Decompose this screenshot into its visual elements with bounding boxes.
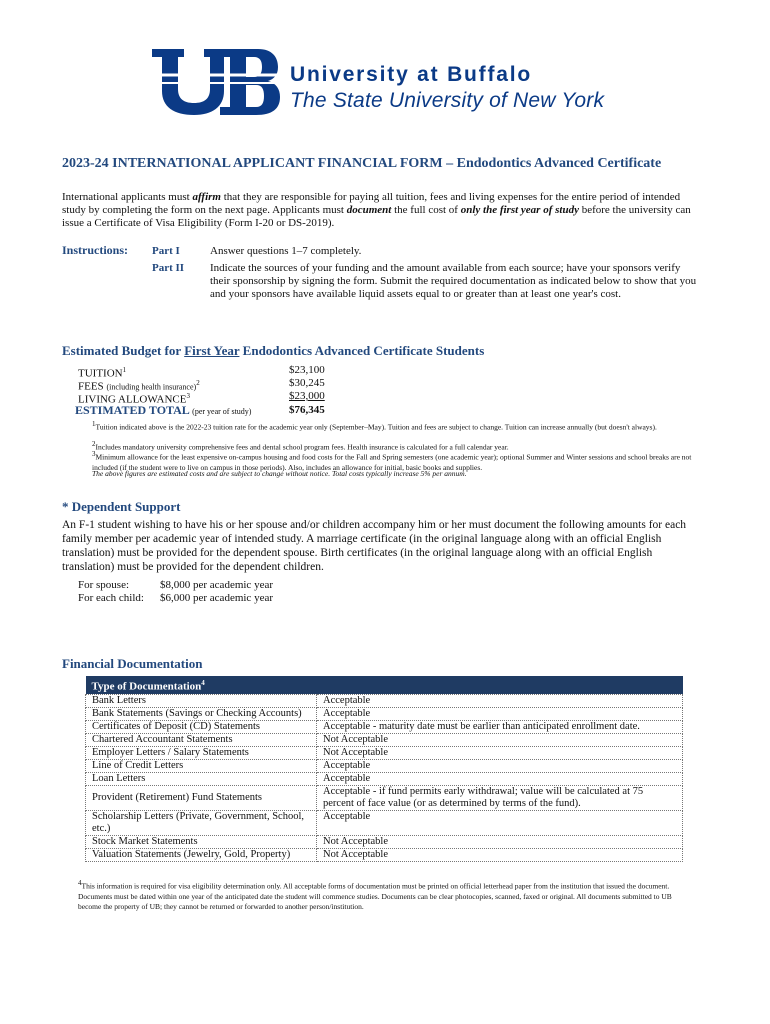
fees-value: $30,245 bbox=[289, 377, 325, 389]
table-row bbox=[86, 785, 683, 810]
tuition-label: TUITION$^1$ bbox=[78, 366, 127, 380]
documentation-type: Provident (Retirement) Fund Statements bbox=[86, 785, 317, 810]
documentation-status: Acceptable bbox=[317, 694, 683, 707]
part-1-label: Part I bbox=[152, 245, 180, 257]
documentation-type: Bank Statements (Savings or Checking Accounts) bbox=[86, 707, 317, 720]
documentation-type: Line of Credit Letters bbox=[86, 759, 317, 772]
intro-paragraph: International applicants must affirm that they are responsible for paying all tuition, fees and living expenses for the entire period of intended study by completing the form on the next page. Applicants must document the full cost of only the first year of study before the university can issue a Certificate of Visa Eligibility (Form I-20 or DS-2019). bbox=[62, 191, 691, 229]
documentation-status: Acceptable bbox=[317, 810, 683, 835]
table-header-row bbox=[86, 676, 683, 694]
budget-heading: Estimated Budget for First Year Endodontics Advanced Certificate Students bbox=[62, 343, 485, 358]
table-row bbox=[86, 759, 683, 772]
documentation-table bbox=[85, 676, 683, 862]
part-2-text: Indicate the sources of your funding and the amount available from each source; have your sponsors verify their sponsorship by signing the form. Submit the required documentation as indicated below to show that you and your sponsors have available liquid assets equal to or greater than at least one year's cost. bbox=[210, 262, 697, 300]
documentation-type: Employer Letters / Salary Statements bbox=[86, 746, 317, 759]
documentation-status: Not Acceptable bbox=[317, 848, 683, 861]
footnote-3: $^3$Minimum allowance for the least expensive on-campus housing and food costs for the Fall and Spring semesters (one academic year); optional Summer and Winter sessions and school breaks are not included (if the student were to live on campus in those periods). Also, includes an allowance for initial, basic books and supplies. bbox=[92, 450, 692, 472]
footnote-estimate-disclaimer: The above figures are estimated costs and are subject to change without notice. Total costs typically increase 5% per annum. bbox=[92, 469, 467, 478]
table-row bbox=[86, 772, 683, 785]
footnote-1: $^1$Tuition indicated above is the 2022-23 tuition rate for the academic year only (September–May). Tuition and fees are subject to change. Tuition can increase annually (but doesn't always). bbox=[92, 420, 657, 432]
table-row bbox=[86, 746, 683, 759]
documentation-status: Acceptable bbox=[317, 772, 683, 785]
documentation-status: Not Acceptable bbox=[317, 733, 683, 746]
living-allowance-label: LIVING ALLOWANCE$^3$ bbox=[78, 392, 190, 406]
estimated-total-label: ESTIMATED TOTAL (per year of study) bbox=[75, 403, 252, 417]
table-row bbox=[86, 720, 683, 733]
document-title: 2023-24 INTERNATIONAL APPLICANT FINANCIAL FORM – Endodontics Advanced Certificate bbox=[62, 156, 662, 171]
child-value: $6,000 per academic year bbox=[160, 592, 273, 604]
table-row bbox=[86, 835, 683, 848]
table-header: Type of Documentation$^4$ bbox=[86, 676, 683, 694]
documentation-status: Acceptable - if fund permits early withdrawal; value will be calculated at 75 percent of face value (or as determined by terms of the fund). bbox=[317, 785, 683, 810]
documentation-status: Acceptable bbox=[317, 759, 683, 772]
footnote-4: $^4$This information is required for visa eligibility determination only. All acceptable forms of documentation must be printed on official letterhead paper from the institution that issued the document. Documents must be dated within one year of the anticipated date the student will commence studies. Documents can be clear photocopies, scanned, faxed or original. All documents submitted to UB become the property of UB; they cannot be returned or forwarded to another person/institution. bbox=[78, 879, 672, 911]
table-row bbox=[86, 733, 683, 746]
university-logo bbox=[150, 45, 620, 120]
documentation-type: Chartered Accountant Statements bbox=[86, 733, 317, 746]
dependent-support-body: An F-1 student wishing to have his or her spouse and/or children accompany him or her must document the following amounts for each family member per academic year of intended study. A marriage certificate (in the original language along with an official English translation) must be provided for the dependent spouse. Birth certificates (in the original language along with an official English translation) must be provided for the dependent children. bbox=[62, 519, 687, 573]
documentation-type: Certificates of Deposit (CD) Statements bbox=[86, 720, 317, 733]
part-2-label: Part II bbox=[152, 262, 185, 274]
dependent-support-heading: * Dependent Support bbox=[62, 499, 181, 514]
table-row bbox=[86, 707, 683, 720]
footnote-2: $^2$Includes mandatory university comprehensive fees and dental school program fees. Health insurance is calculated for a full calendar year. bbox=[92, 440, 509, 452]
university-subtitle: The State University of New York bbox=[290, 89, 605, 112]
living-allowance-value: $23,000 bbox=[289, 390, 325, 402]
spouse-value: $8,000 per academic year bbox=[160, 579, 273, 591]
fees-label: FEES (including health insurance)$^2$ bbox=[78, 379, 200, 393]
spouse-label: For spouse: bbox=[78, 579, 130, 591]
ub-logo-mark-icon bbox=[150, 45, 280, 117]
table-row bbox=[86, 694, 683, 707]
table-row bbox=[86, 848, 683, 861]
instructions-label: Instructions: bbox=[62, 243, 129, 257]
documentation-type: Valuation Statements (Jewelry, Gold, Property) bbox=[86, 848, 317, 861]
documentation-status: Acceptable bbox=[317, 707, 683, 720]
documentation-status: Not Acceptable bbox=[317, 746, 683, 759]
estimated-total-value: $76,345 bbox=[289, 404, 325, 416]
documentation-type: Stock Market Statements bbox=[86, 835, 317, 848]
university-name: University at Buffalo bbox=[290, 63, 533, 86]
tuition-value: $23,100 bbox=[289, 364, 325, 376]
documentation-status: Acceptable - maturity date must be earlier than anticipated enrollment date. bbox=[317, 720, 683, 733]
documentation-type: Loan Letters bbox=[86, 772, 317, 785]
child-label: For each child: bbox=[78, 592, 144, 604]
documentation-type: Bank Letters bbox=[86, 694, 317, 707]
table-row bbox=[86, 810, 683, 835]
documentation-type: Scholarship Letters (Private, Government, School, etc.) bbox=[86, 810, 317, 835]
financial-documentation-heading: Financial Documentation bbox=[62, 656, 203, 671]
documentation-status: Not Acceptable bbox=[317, 835, 683, 848]
part-1-text: Answer questions 1–7 completely. bbox=[210, 245, 362, 257]
